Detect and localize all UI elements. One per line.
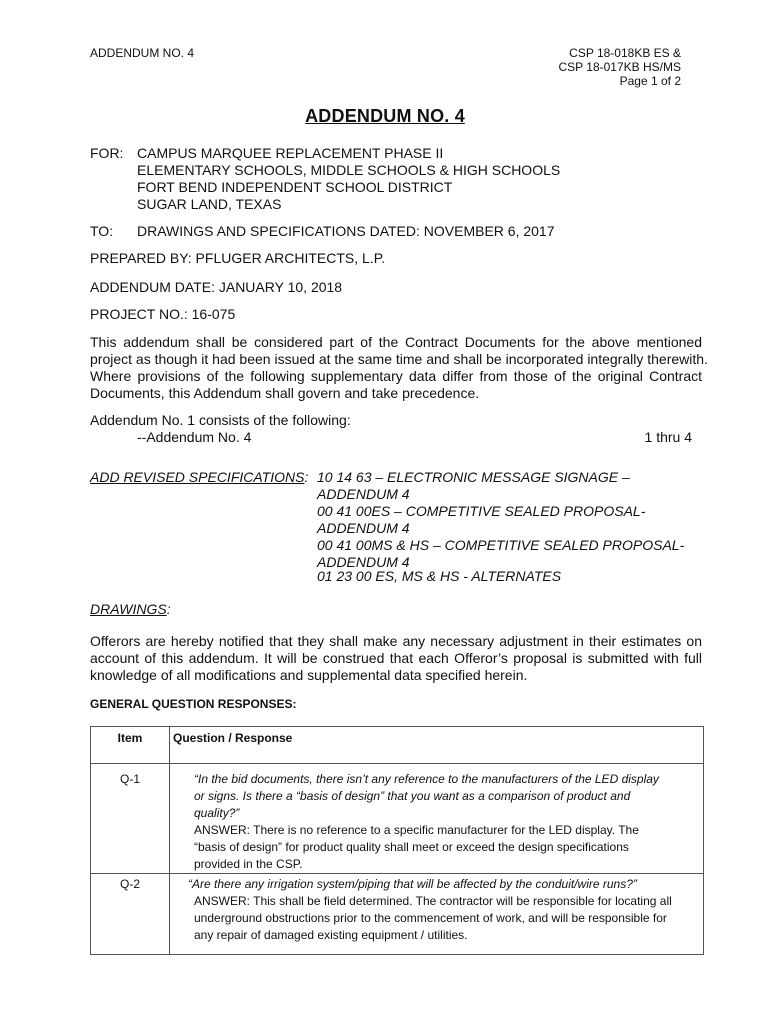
questions-table	[90, 726, 704, 955]
for-line: CAMPUS MARQUEE REPLACEMENT PHASE II	[137, 145, 444, 161]
intro-paragraph-line: project as though it had been issued at the same time and shall be incorporated integrally therewith.	[90, 351, 708, 367]
question-line: “Are there any irrigation system/piping that will be affected by the conduit/wire runs?”	[188, 877, 637, 891]
item-cell: Q-1	[91, 764, 170, 874]
question-cell	[170, 874, 704, 955]
general-questions-heading: GENERAL QUESTION RESPONSES:	[90, 697, 297, 711]
prepared-by: PREPARED BY: PFLUGER ARCHITECTS, L.P.	[90, 250, 386, 266]
revised-specs-colon: :	[304, 469, 309, 485]
header-right	[558, 46, 681, 88]
answer-line: underground obstructions prior to the commencement of work, and will be responsible for	[194, 911, 667, 925]
answer-line: ANSWER: There is no reference to a specific manufacturer for the LED display. The	[194, 823, 639, 837]
table-row	[91, 874, 704, 955]
header-csp-es: CSP 18-018KB ES &	[569, 46, 681, 60]
revised-specs-heading	[90, 469, 308, 486]
item-column-header: Item	[91, 727, 170, 764]
for-line: ELEMENTARY SCHOOLS, MIDDLE SCHOOLS & HIGH SCHOOLS	[137, 162, 561, 178]
header-left: ADDENDUM NO. 4	[90, 46, 195, 60]
project-number: PROJECT NO.: 16-075	[90, 306, 236, 322]
answer-line: any repair of damaged existing equipment / utilities.	[194, 928, 468, 942]
for-line: FORT BEND INDEPENDENT SCHOOL DISTRICT	[137, 179, 453, 195]
revised-spec-line: ADDENDUM 4	[317, 486, 410, 502]
consists-line: Addendum No. 1 consists of the following:	[90, 412, 351, 428]
revised-spec-line: ADDENDUM 4	[317, 554, 410, 570]
intro-paragraph-line: Documents, this Addendum shall govern and take precedence.	[90, 385, 480, 401]
question-line: quality?”	[194, 806, 240, 820]
qa-content	[170, 764, 703, 873]
offerors-paragraph-line: account of this addendum. It will be construed that each Offeror’s proposal is submitted with full	[90, 650, 702, 666]
drawings-colon: :	[166, 601, 171, 617]
addendum-date: ADDENDUM DATE: JANUARY 10, 2018	[90, 279, 343, 295]
qa-content	[170, 874, 703, 944]
question-line: or signs. Is there a “basis of design” that you want as a comparison of product and	[194, 789, 631, 803]
answer-line: “basis of design” for product quality shall meet or exceed the design specifications	[194, 840, 629, 854]
consists-pages: 1 thru 4	[644, 429, 692, 445]
drawings-heading	[90, 601, 171, 618]
revised-specs-label: ADD REVISED SPECIFICATIONS	[90, 469, 305, 485]
drawings-label: DRAWINGS	[90, 601, 167, 617]
question-cell	[170, 764, 704, 874]
question-line: “In the bid documents, there isn’t any reference to the manufacturers of the LED display	[194, 772, 659, 786]
revised-spec-line: ADDENDUM 4	[317, 520, 410, 536]
revised-spec-line: 00 41 00MS & HS – COMPETITIVE SEALED PROPOSAL-	[317, 537, 685, 553]
header-page-number: Page 1 of 2	[619, 74, 681, 88]
for-line: SUGAR LAND, TEXAS	[137, 196, 282, 212]
revised-spec-line: 10 14 63 – ELECTRONIC MESSAGE SIGNAGE –	[317, 469, 630, 485]
header-csp-hs: CSP 18-017KB HS/MS	[558, 60, 681, 74]
intro-paragraph-line: Where provisions of the following supplementary data differ from those of the original Contract	[90, 368, 702, 384]
offerors-paragraph-line: Offerors are hereby notified that they shall make any necessary adjustment in their estimates on	[90, 633, 702, 649]
revised-spec-line: 01 23 00 ES, MS & HS - ALTERNATES	[317, 568, 562, 584]
for-label: FOR:	[90, 145, 124, 161]
table-row	[91, 764, 704, 874]
item-cell: Q-2	[91, 874, 170, 955]
answer-line: ANSWER: This shall be field determined. The contractor will be responsible for locating all	[194, 894, 672, 908]
page-title: ADDENDUM NO. 4	[305, 106, 465, 126]
intro-paragraph-line: This addendum shall be considered part of the Contract Documents for the above mentioned	[90, 334, 702, 350]
question-column-header: Question / Response	[170, 727, 704, 764]
to-text: DRAWINGS AND SPECIFICATIONS DATED: NOVEMBER 6, 2017	[137, 223, 555, 239]
consists-item: --Addendum No. 4	[137, 429, 252, 445]
table-header-row	[91, 727, 704, 764]
answer-line: provided in the CSP.	[194, 857, 303, 871]
revised-spec-line: 00 41 00ES – COMPETITIVE SEALED PROPOSAL-	[317, 503, 646, 519]
to-label: TO:	[90, 223, 114, 239]
for-lines	[137, 145, 560, 213]
offerors-paragraph-line: knowledge of all modifications and supplemental data specified herein.	[90, 667, 528, 683]
